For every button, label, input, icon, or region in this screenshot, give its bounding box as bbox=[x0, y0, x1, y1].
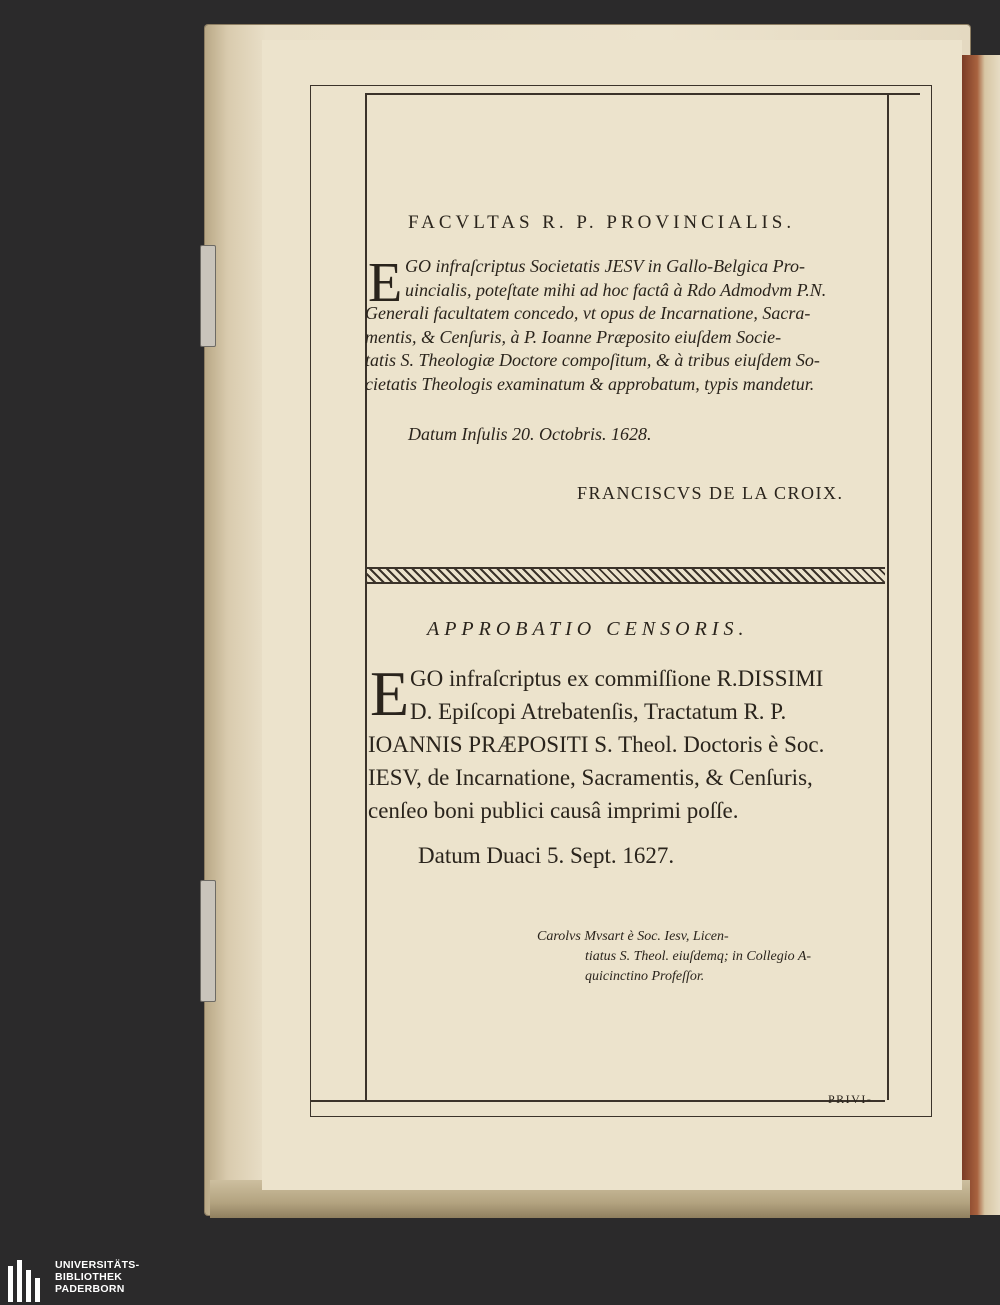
library-name-line-1: UNIVERSITÄTS- bbox=[55, 1259, 140, 1271]
facultas-heading: FACVLTAS R. P. PROVINCIALIS. bbox=[408, 212, 796, 233]
approbatio-paragraph bbox=[368, 662, 825, 827]
clasp-upper bbox=[200, 245, 216, 347]
approbatio-signature-line-2: tiatus S. Theol. eiuſdemq; in Collegio A- bbox=[585, 949, 812, 964]
facultas-line-6: cietatis Theologis examinatum & approbatum, typis mandetur. bbox=[365, 373, 815, 394]
approbatio-signature-line-3: quicinctino Profeſſor. bbox=[585, 969, 705, 984]
approbatio-signature bbox=[537, 927, 811, 987]
facing-page-edge bbox=[962, 55, 1000, 1215]
approbatio-line-3: IOANNIS PRÆPOSITI S. Theol. Doctoris è Soc. bbox=[368, 732, 825, 757]
facultas-paragraph bbox=[365, 255, 885, 396]
approbatio-date: Datum Duaci 5. Sept. 1627. bbox=[418, 843, 675, 868]
approbatio-heading: APPROBATIO CENSORIS. bbox=[427, 618, 749, 640]
ornamental-divider bbox=[365, 567, 885, 584]
facultas-line-5: tatis S. Theologiæ Doctore compoſitum, & à tribus eiuſdem So- bbox=[365, 350, 820, 370]
facultas-line-4: mentis, & Cenſuris, à P. Ioanne Præposito eiuſdem Socie- bbox=[365, 326, 782, 347]
facultas-line-3: Generali facultatem concedo, vt opus de Incarnatione, Sacra- bbox=[365, 303, 811, 323]
approbatio-line-1: GO infraſcriptus ex commiſſione R.DISSIMI bbox=[410, 666, 824, 691]
library-name-line-2: BIBLIOTHEK bbox=[55, 1271, 123, 1283]
approbatio-line-5: cenſeo boni publici causâ imprimi poſſe. bbox=[368, 798, 739, 823]
library-name-line-3: PADERBORN bbox=[55, 1283, 125, 1295]
library-name bbox=[55, 1259, 139, 1295]
approbatio-signature-line-1: Carolvs Mvsart è Soc. Iesv, Licen- bbox=[537, 929, 729, 944]
facultas-date: Datum Inſulis 20. Octobris. 1628. bbox=[408, 424, 652, 444]
page-frame-bottom-rule bbox=[310, 1100, 885, 1102]
approbatio-line-2: D. Epiſcopi Atrebatenſis, Tractatum R. P. bbox=[410, 699, 787, 724]
facultas-line-1: GO infraſcriptus Societatis JESV in Gallo-Belgica Pro- bbox=[405, 256, 805, 276]
library-logo-icon bbox=[8, 1260, 48, 1302]
facultas-signature: FRANCISCVS DE LA CROIX. bbox=[577, 483, 844, 503]
catchword: PRIVI- bbox=[828, 1092, 873, 1106]
dropcap-1: E bbox=[368, 252, 403, 314]
footer-bar bbox=[0, 1255, 1000, 1305]
approbatio-line-4: IESV, de Incarnatione, Sacramentis, & Cenſuris, bbox=[368, 765, 813, 790]
clasp-lower bbox=[200, 880, 216, 1002]
dropcap-2: E bbox=[370, 658, 410, 729]
facultas-line-2: uincialis, poteſtate mihi ad hoc factâ à Rdo Admodvm P.N. bbox=[405, 279, 827, 300]
